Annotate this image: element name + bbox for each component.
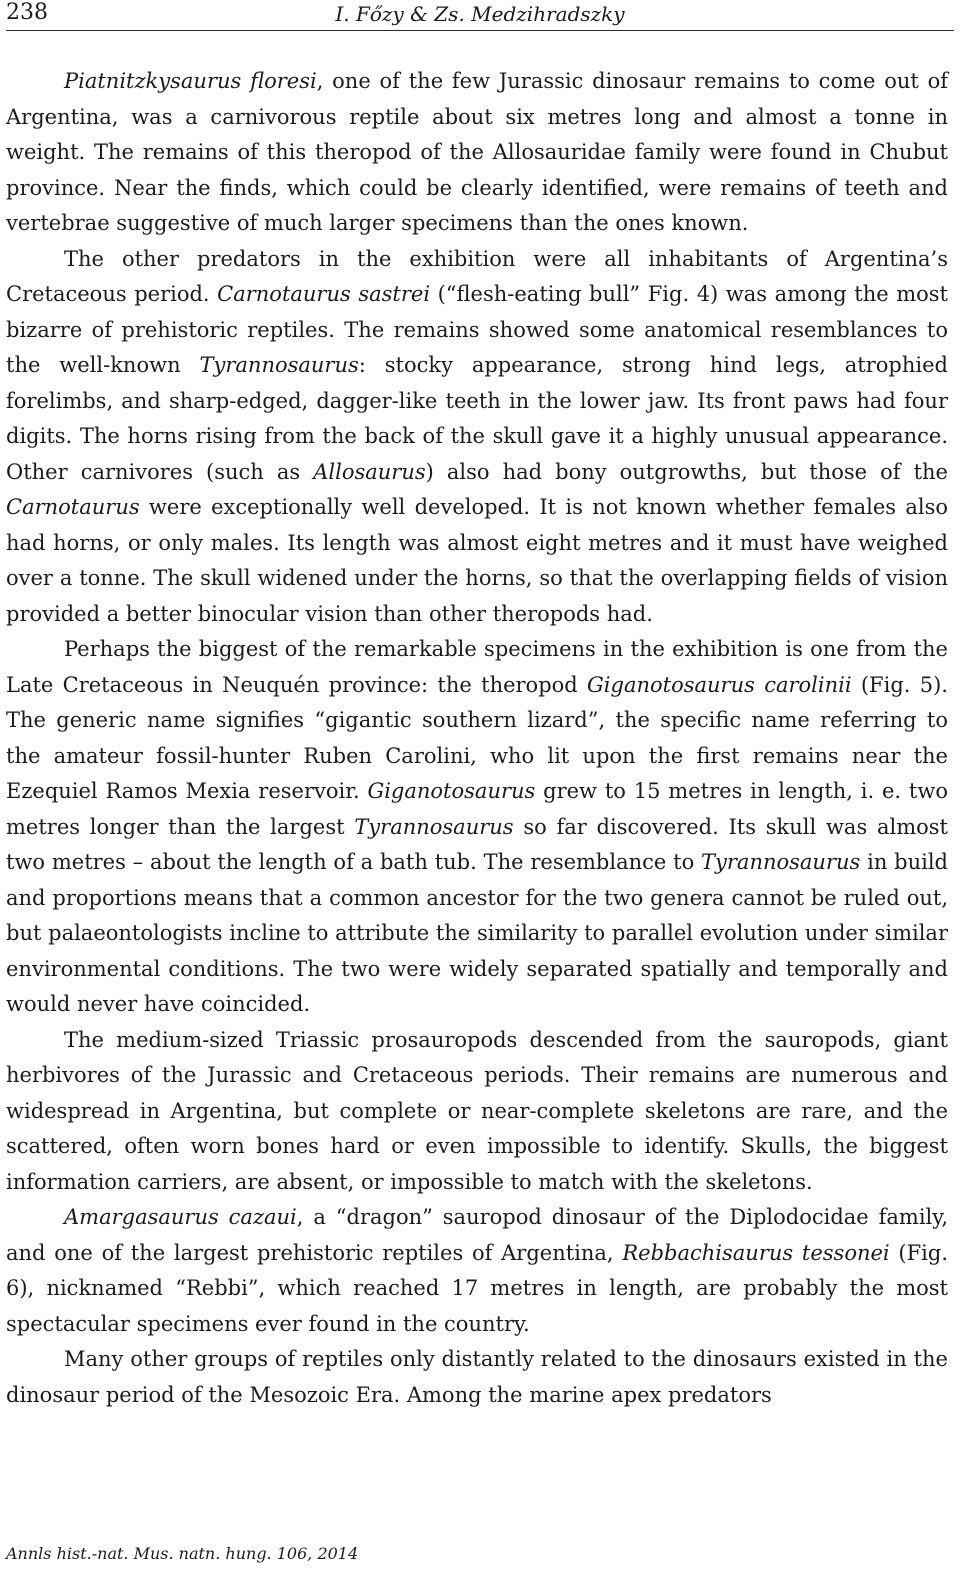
paragraph — [6, 1023, 948, 1201]
text-run: so far discovered. Its skull was almost two metres – about the length of a bath tub. The resemblance to — [6, 814, 948, 874]
text-run: (Fig. 5). The generic name signifies “gigantic southern lizard”, the specific name referring to the amateur fossil-hunter Ruben Carolini, who lit upon the first remains near the Ezequiel Ramos Mexia reservoir. — [6, 672, 948, 803]
text-run: Many other groups of reptiles only distantly related to the dinosaurs existed in the dinosaur period of the Mesozoic Era. Among the marine apex predators — [6, 1347, 948, 1407]
text-run: were exceptionally well developed. It is not known whether females also had horns, or only males. Its length was almost eight metres and it must have weighed over a tonne. The skull widened under the horns, so that the overlapping fields of vision provided a better binocular vision than other theropods had. — [6, 495, 948, 626]
paragraph — [6, 1200, 948, 1342]
text-run: , one of the few Jurassic dinosaur remains to come out of Argentina, was a carnivorous reptile about six metres long and almost a tonne in weight. The remains of this theropod of the Allosauridae family were found in Chubut province. Near the finds, which could be clearly identified, were remains of teeth and vertebrae suggestive of much larger specimens than the ones known. — [6, 69, 949, 235]
italic-taxon-name: Tyrannosaurus — [701, 850, 861, 874]
paragraph — [6, 242, 948, 633]
italic-taxon-name: Giganotosaurus — [367, 779, 536, 803]
paragraph — [6, 64, 948, 242]
text-run: ) also had bony outgrowths, but those of the — [425, 459, 948, 484]
text-run: grew to 15 metres in length, i. e. two metres longer than the largest — [6, 779, 948, 839]
journal-citation: Annls hist.-nat. Mus. natn. hung. 106, 2014 — [6, 1544, 359, 1563]
text-run: in build and proportions means that a common ancestor for the two genera cannot be ruled out, but palaeontologists incline to attribute the similarity to parallel evolution under similar environmental conditions. The two were widely separated spatially and temporally and would never have coincided. — [6, 850, 949, 1016]
running-head: I. Főzy & Zs. Medzihradszky — [335, 2, 625, 26]
body-text — [6, 64, 948, 1413]
text-run: (Fig. 6), nicknamed “Rebbi”, which reached 17 metres in length, are probably the most spectacular specimens ever found in the country. — [6, 1240, 948, 1336]
page-number: 238 — [6, 0, 48, 25]
italic-taxon-name: Tyrannosaurus — [354, 814, 514, 839]
paragraph — [6, 632, 948, 1023]
italic-taxon-name: Carnotaurus — [6, 495, 140, 519]
italic-taxon-name: Carnotaurus sastrei — [217, 282, 431, 306]
text-run: : stocky appearance, strong hind legs, atrophied forelimbs, and sharp-edged, dagger-like teeth in the lower jaw. Its front paws had four digits. The horns rising from the back of the skull gave it a highly unusual appearance. Other carnivores (such as — [6, 353, 948, 484]
text-run: (“flesh-eating bull” Fig. 4) was among the most bizarre of prehistoric reptiles. The remains showed some anatomical resemblances to the well-known — [6, 282, 948, 377]
italic-taxon-name: Rebbachisaurus tessonei — [622, 1240, 890, 1265]
italic-taxon-name: Piatnitzkysaurus floresi — [64, 69, 317, 93]
italic-taxon-name: Amargasaurus cazaui — [64, 1205, 297, 1229]
page-header — [6, 0, 954, 31]
italic-taxon-name: Allosaurus — [313, 459, 426, 484]
italic-taxon-name: Tyrannosaurus — [199, 353, 359, 377]
text-run: The medium-sized Triassic prosauropods descended from the sauropods, giant herbivores of the Jurassic and Cretaceous periods. Their remains are numerous and widespread in Argentina, but complete or near-complete skeletons are rare, and the scattered, often worn bones hard or even impossible to identify. Skulls, the biggest information carriers, are absent, or impossible to match with the skeletons. — [6, 1027, 948, 1194]
paragraph — [6, 1342, 948, 1413]
text-run: The other predators in the exhibition were all inhabitants of Argentina’s Cretaceous period. — [6, 246, 948, 306]
text-run: Perhaps the biggest of the remarkable specimens in the exhibition is one from the Late Cretaceous in Neuquén province: the theropod — [6, 637, 948, 697]
text-run: , a “dragon” sauropod dinosaur of the Diplodocidae family, and one of the largest prehistoric reptiles of Argentina, — [6, 1205, 949, 1265]
italic-taxon-name: Giganotosaurus carolinii — [587, 672, 852, 697]
